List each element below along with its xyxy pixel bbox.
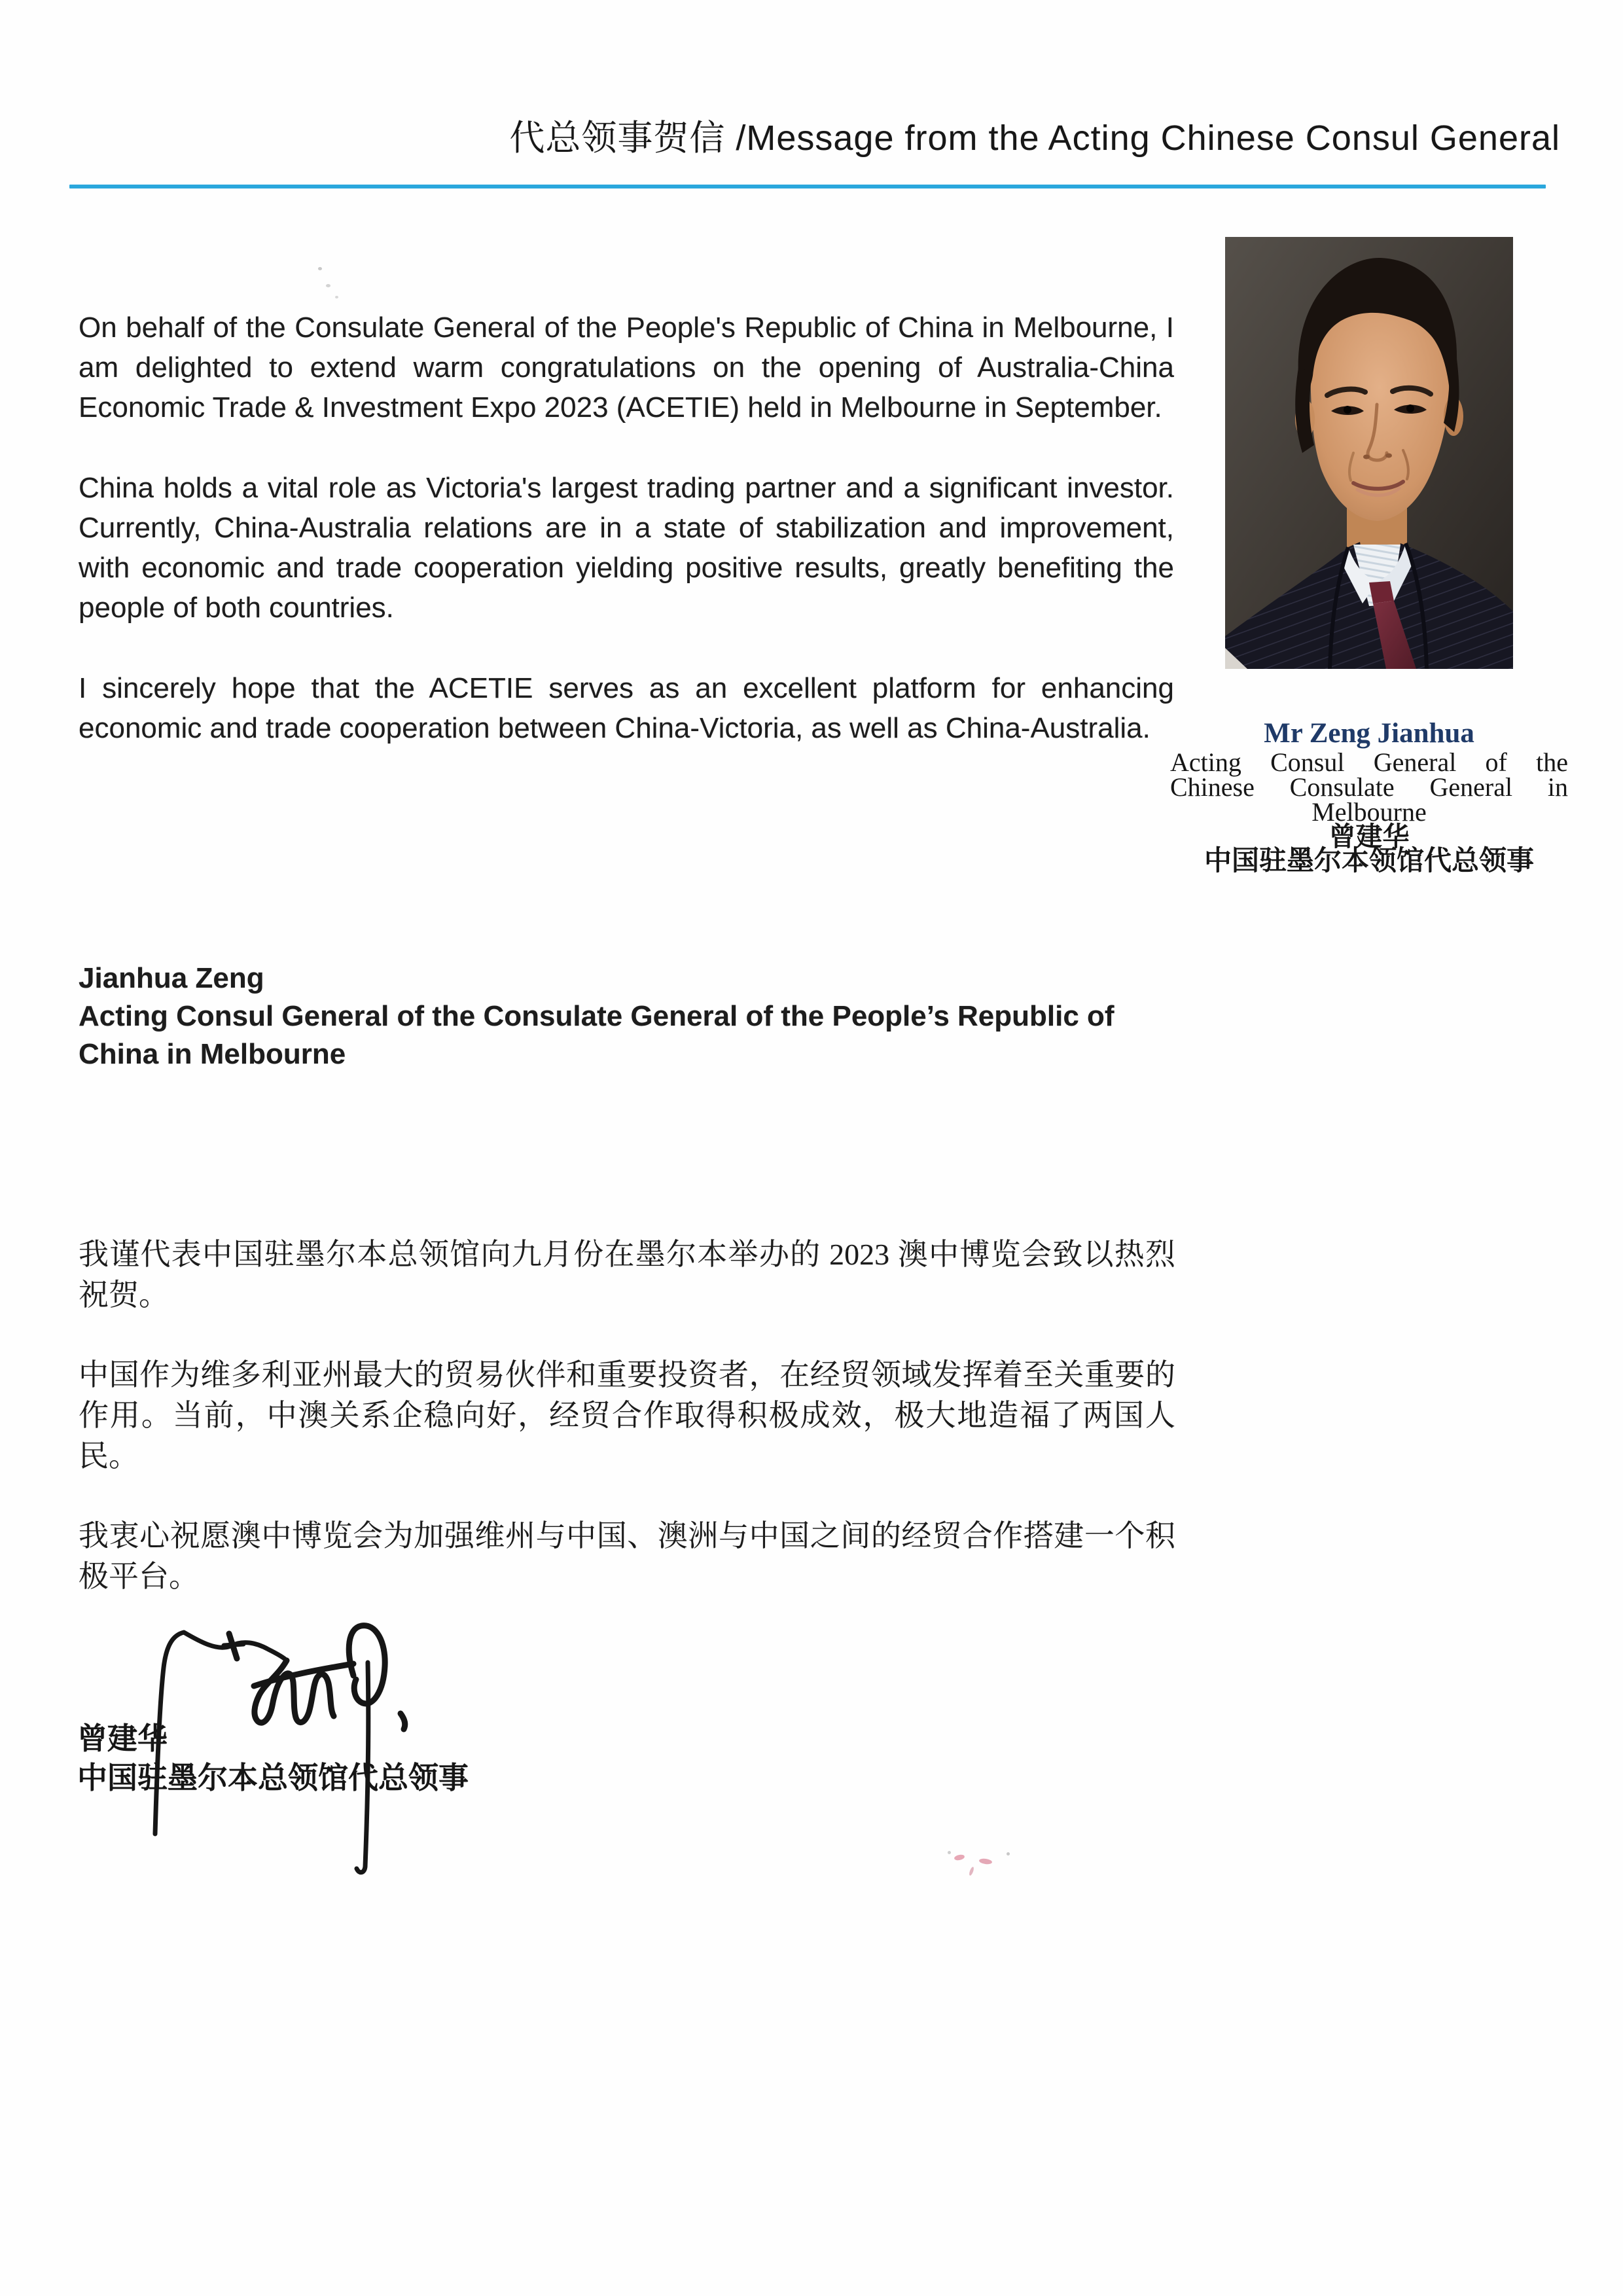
scan-artifact <box>979 1858 993 1865</box>
english-paragraph-3: I sincerely hope that the ACETIE serves as an excellent platform for enhancing economic and trade cooperation between China-Victoria, as well as China-Australia. <box>79 672 1174 744</box>
photo-caption <box>1170 717 1568 876</box>
caption-chinese-name: 曾建华 <box>1329 821 1410 852</box>
scan-artifact <box>326 284 330 287</box>
scan-artifact <box>318 267 322 270</box>
portrait-photo <box>1225 237 1513 669</box>
caption-title-line-1: Acting Consul General of the <box>1170 747 1568 777</box>
header-divider-rule <box>69 185 1546 188</box>
caption-title-line-3: Melbourne <box>1311 797 1427 827</box>
caption-chinese-title: 中国驻墨尔本领馆代总领事 <box>1204 845 1534 876</box>
english-signoff <box>79 960 1174 1073</box>
caption-title-line-2: Chinese Consulate General in <box>1170 772 1568 802</box>
scan-artifact <box>969 1867 974 1876</box>
chinese-paragraph-1: 我谨代表中国驻墨尔本总领馆向九月份在墨尔本举办的 2023 澳中博览会致以热烈祝贺。 <box>79 1238 1175 1312</box>
chinese-paragraph-3: 我衷心祝愿澳中博览会为加强维州与中国、澳洲与中国之间的经贸合作搭建一个积极平台。 <box>79 1519 1175 1593</box>
scan-artifact <box>954 1854 965 1861</box>
signoff-name-english: Jianhua Zeng <box>79 962 264 994</box>
caption-name: Mr Zeng Jianhua <box>1264 718 1474 749</box>
portrait-photo-image <box>1225 237 1513 669</box>
chinese-paragraph-2: 中国作为维多利亚州最大的贸易伙伴和重要投资者，在经贸领域发挥着至关重要的作用。当前，中澳关系企稳向好，经贸合作取得积极成效，极大地造福了两国人民。 <box>79 1358 1175 1473</box>
english-message <box>79 308 1174 789</box>
signoff-title-english: Acting Consul General of the Consulate General of the People’s Republic of China in Melbourne <box>79 1000 1115 1070</box>
english-paragraph-1: On behalf of the Consulate General of the People's Republic of China in Melbourne, I am delighted to extend warm congratulations on the opening of Australia-China Economic Trade & Investment Expo 2023 (ACETIE) held in Melbourne in September. <box>79 312 1174 423</box>
english-paragraph-2: China holds a vital role as Victoria's largest trading partner and a significant investor. Currently, China-Australia relations are in a state of stabilization and improvement, with economic and trade cooperation yielding positive results, greatly benefiting the people of both countries. <box>79 472 1174 624</box>
scan-artifact <box>948 1851 951 1854</box>
scan-artifact <box>1007 1852 1010 1856</box>
chinese-message <box>79 1234 1175 1636</box>
signoff-name-chinese: 曾建华 <box>77 1721 168 1755</box>
signoff-title-chinese: 中国驻墨尔本总领馆代总领事 <box>77 1761 469 1795</box>
chinese-signoff <box>77 1719 666 1797</box>
page-title: 代总领事贺信 /Message from the Acting Chinese Consul General <box>509 118 1560 158</box>
scan-artifact <box>335 296 338 298</box>
